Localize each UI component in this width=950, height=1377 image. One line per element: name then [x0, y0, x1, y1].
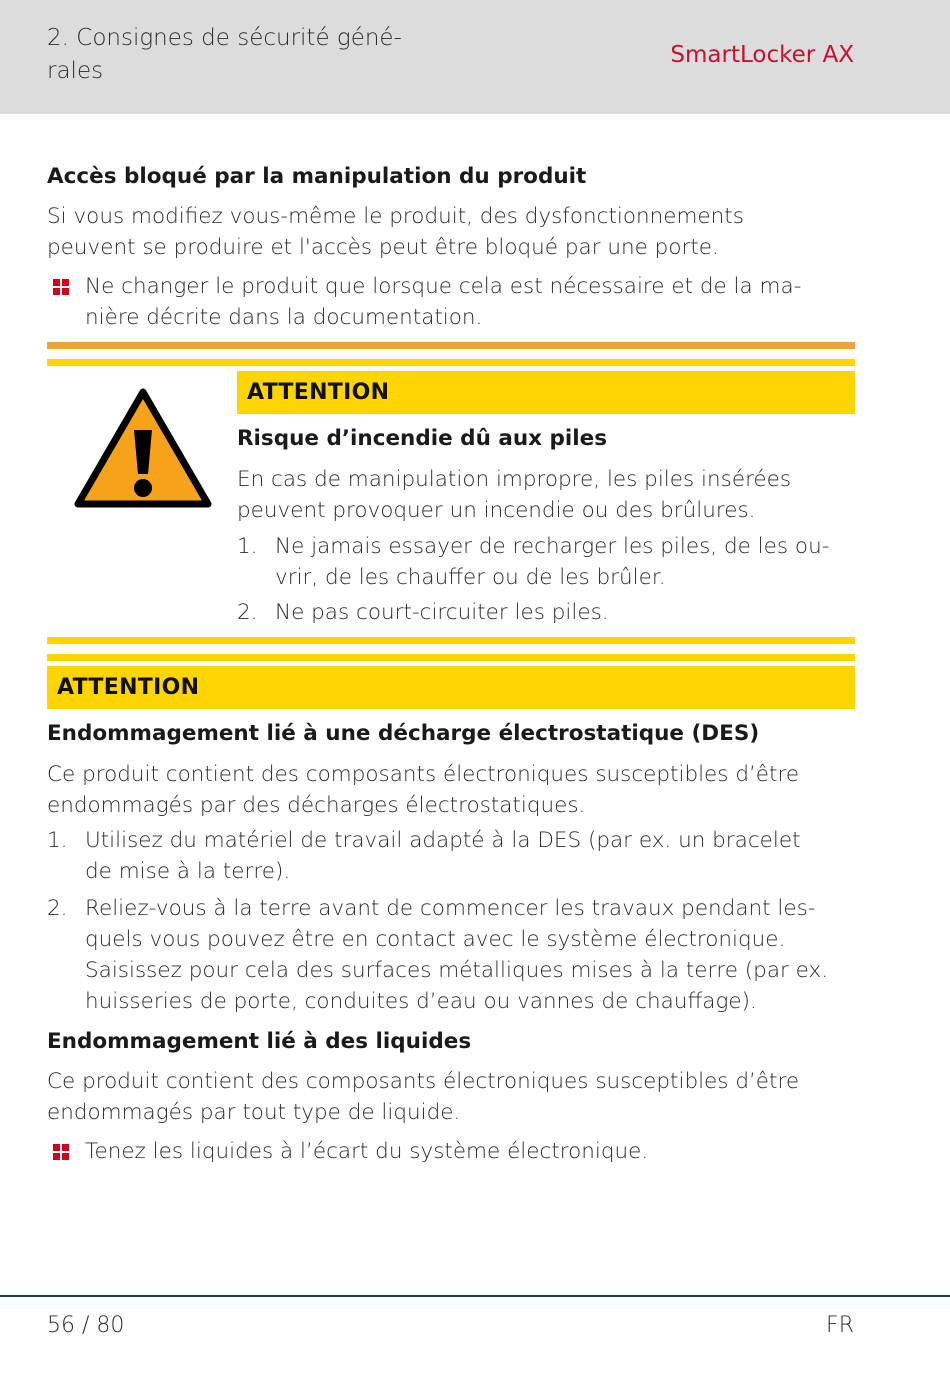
- list-number: 1.: [237, 534, 258, 559]
- list-text: Ne pas court-circuiter les piles.: [275, 600, 609, 625]
- list-line: Saisissez pour cela des surfaces métalliques mises à la terre (par ex.: [85, 958, 829, 983]
- list-text: [85, 825, 801, 887]
- attention-label: ATTENTION: [57, 675, 200, 700]
- paragraph-line: Ce produit contient des composants électroniques susceptibles d’être: [47, 1069, 800, 1094]
- paragraph-line: Si vous modifiez vous-même le produit, des dysfonctionnements: [47, 204, 744, 229]
- product-name: SmartLocker AX: [670, 42, 854, 68]
- page-number: 56 / 80: [47, 1313, 125, 1338]
- attention-label: ATTENTION: [247, 380, 390, 405]
- section-title-line1: 2. Consignes de sécurité géné-: [47, 25, 402, 51]
- notice-divider-bar: [47, 342, 855, 349]
- attention-banner: [47, 666, 855, 709]
- warning-top-bar: [47, 359, 855, 366]
- list-item: [47, 825, 855, 887]
- esd-heading: Endommagement lié à une décharge électrostatique (DES): [47, 721, 760, 746]
- list-line: vrir, de les chauffer ou de les brûler.: [275, 565, 666, 590]
- bullet-line: Ne changer le produit que lorsque cela est nécessaire et de la ma-: [85, 274, 802, 299]
- esd-paragraph: [47, 759, 855, 821]
- language-code: FR: [826, 1313, 854, 1338]
- blocked-access-paragraph: [47, 201, 855, 263]
- section-title: [47, 22, 407, 88]
- red-bullet-icon: [53, 1144, 69, 1160]
- list-line: Utilisez du matériel de travail adapté à la DES (par ex. un bracelet: [85, 828, 801, 853]
- list-item: [237, 531, 855, 593]
- warning-triangle-icon: [74, 388, 212, 510]
- paragraph-line: endommagés par tout type de liquide.: [47, 1100, 461, 1125]
- list-line: de mise à la terre).: [85, 859, 291, 884]
- section-title-line2: rales: [47, 58, 104, 84]
- liquids-heading: Endommagement lié à des liquides: [47, 1029, 472, 1054]
- red-bullet-icon: [53, 279, 69, 295]
- list-number: 1.: [47, 828, 68, 853]
- paragraph-line: Ce produit contient des composants électroniques susceptibles d’être: [47, 762, 800, 787]
- list-item: [237, 597, 855, 628]
- list-line: Reliez-vous à la terre avant de commencer les travaux pendant les-: [85, 896, 816, 921]
- liquids-paragraph: [47, 1066, 855, 1128]
- footer-divider: [0, 1295, 950, 1297]
- blocked-access-heading: Accès bloqué par la manipulation du produit: [47, 164, 587, 189]
- list-line: quels vous pouvez être en contact avec le système électronique.: [85, 927, 786, 952]
- paragraph-line: En cas de manipulation impropre, les piles insérées: [237, 467, 792, 492]
- list-number: 2.: [47, 896, 68, 921]
- list-line: huisseries de porte, conduites d’eau ou vannes de chauffage).: [85, 989, 757, 1014]
- list-item: [47, 893, 855, 1017]
- battery-risk-heading: Risque d’incendie dû aux piles: [237, 426, 608, 451]
- list-number: 2.: [237, 600, 258, 625]
- warning-bottom-bar: [47, 637, 855, 644]
- list-line: Ne jamais essayer de recharger les piles, de les ou-: [275, 534, 830, 559]
- attention-banner: [237, 371, 855, 414]
- paragraph-line: peuvent provoquer un incendie ou des brûlures.: [237, 498, 756, 523]
- list-text: [275, 531, 829, 593]
- bullet-text: [85, 271, 855, 333]
- bullet-text: Tenez les liquides à l’écart du système électronique.: [85, 1139, 649, 1164]
- battery-risk-paragraph: [237, 464, 855, 526]
- paragraph-line: endommagés par des décharges électrostatiques.: [47, 793, 586, 818]
- bullet-line: nière décrite dans la documentation.: [85, 305, 483, 330]
- paragraph-line: peuvent se produire et l'accès peut être bloqué par une porte.: [47, 235, 719, 260]
- page-header: [0, 0, 950, 114]
- warning-top-bar: [47, 654, 855, 661]
- list-text: [85, 893, 828, 1017]
